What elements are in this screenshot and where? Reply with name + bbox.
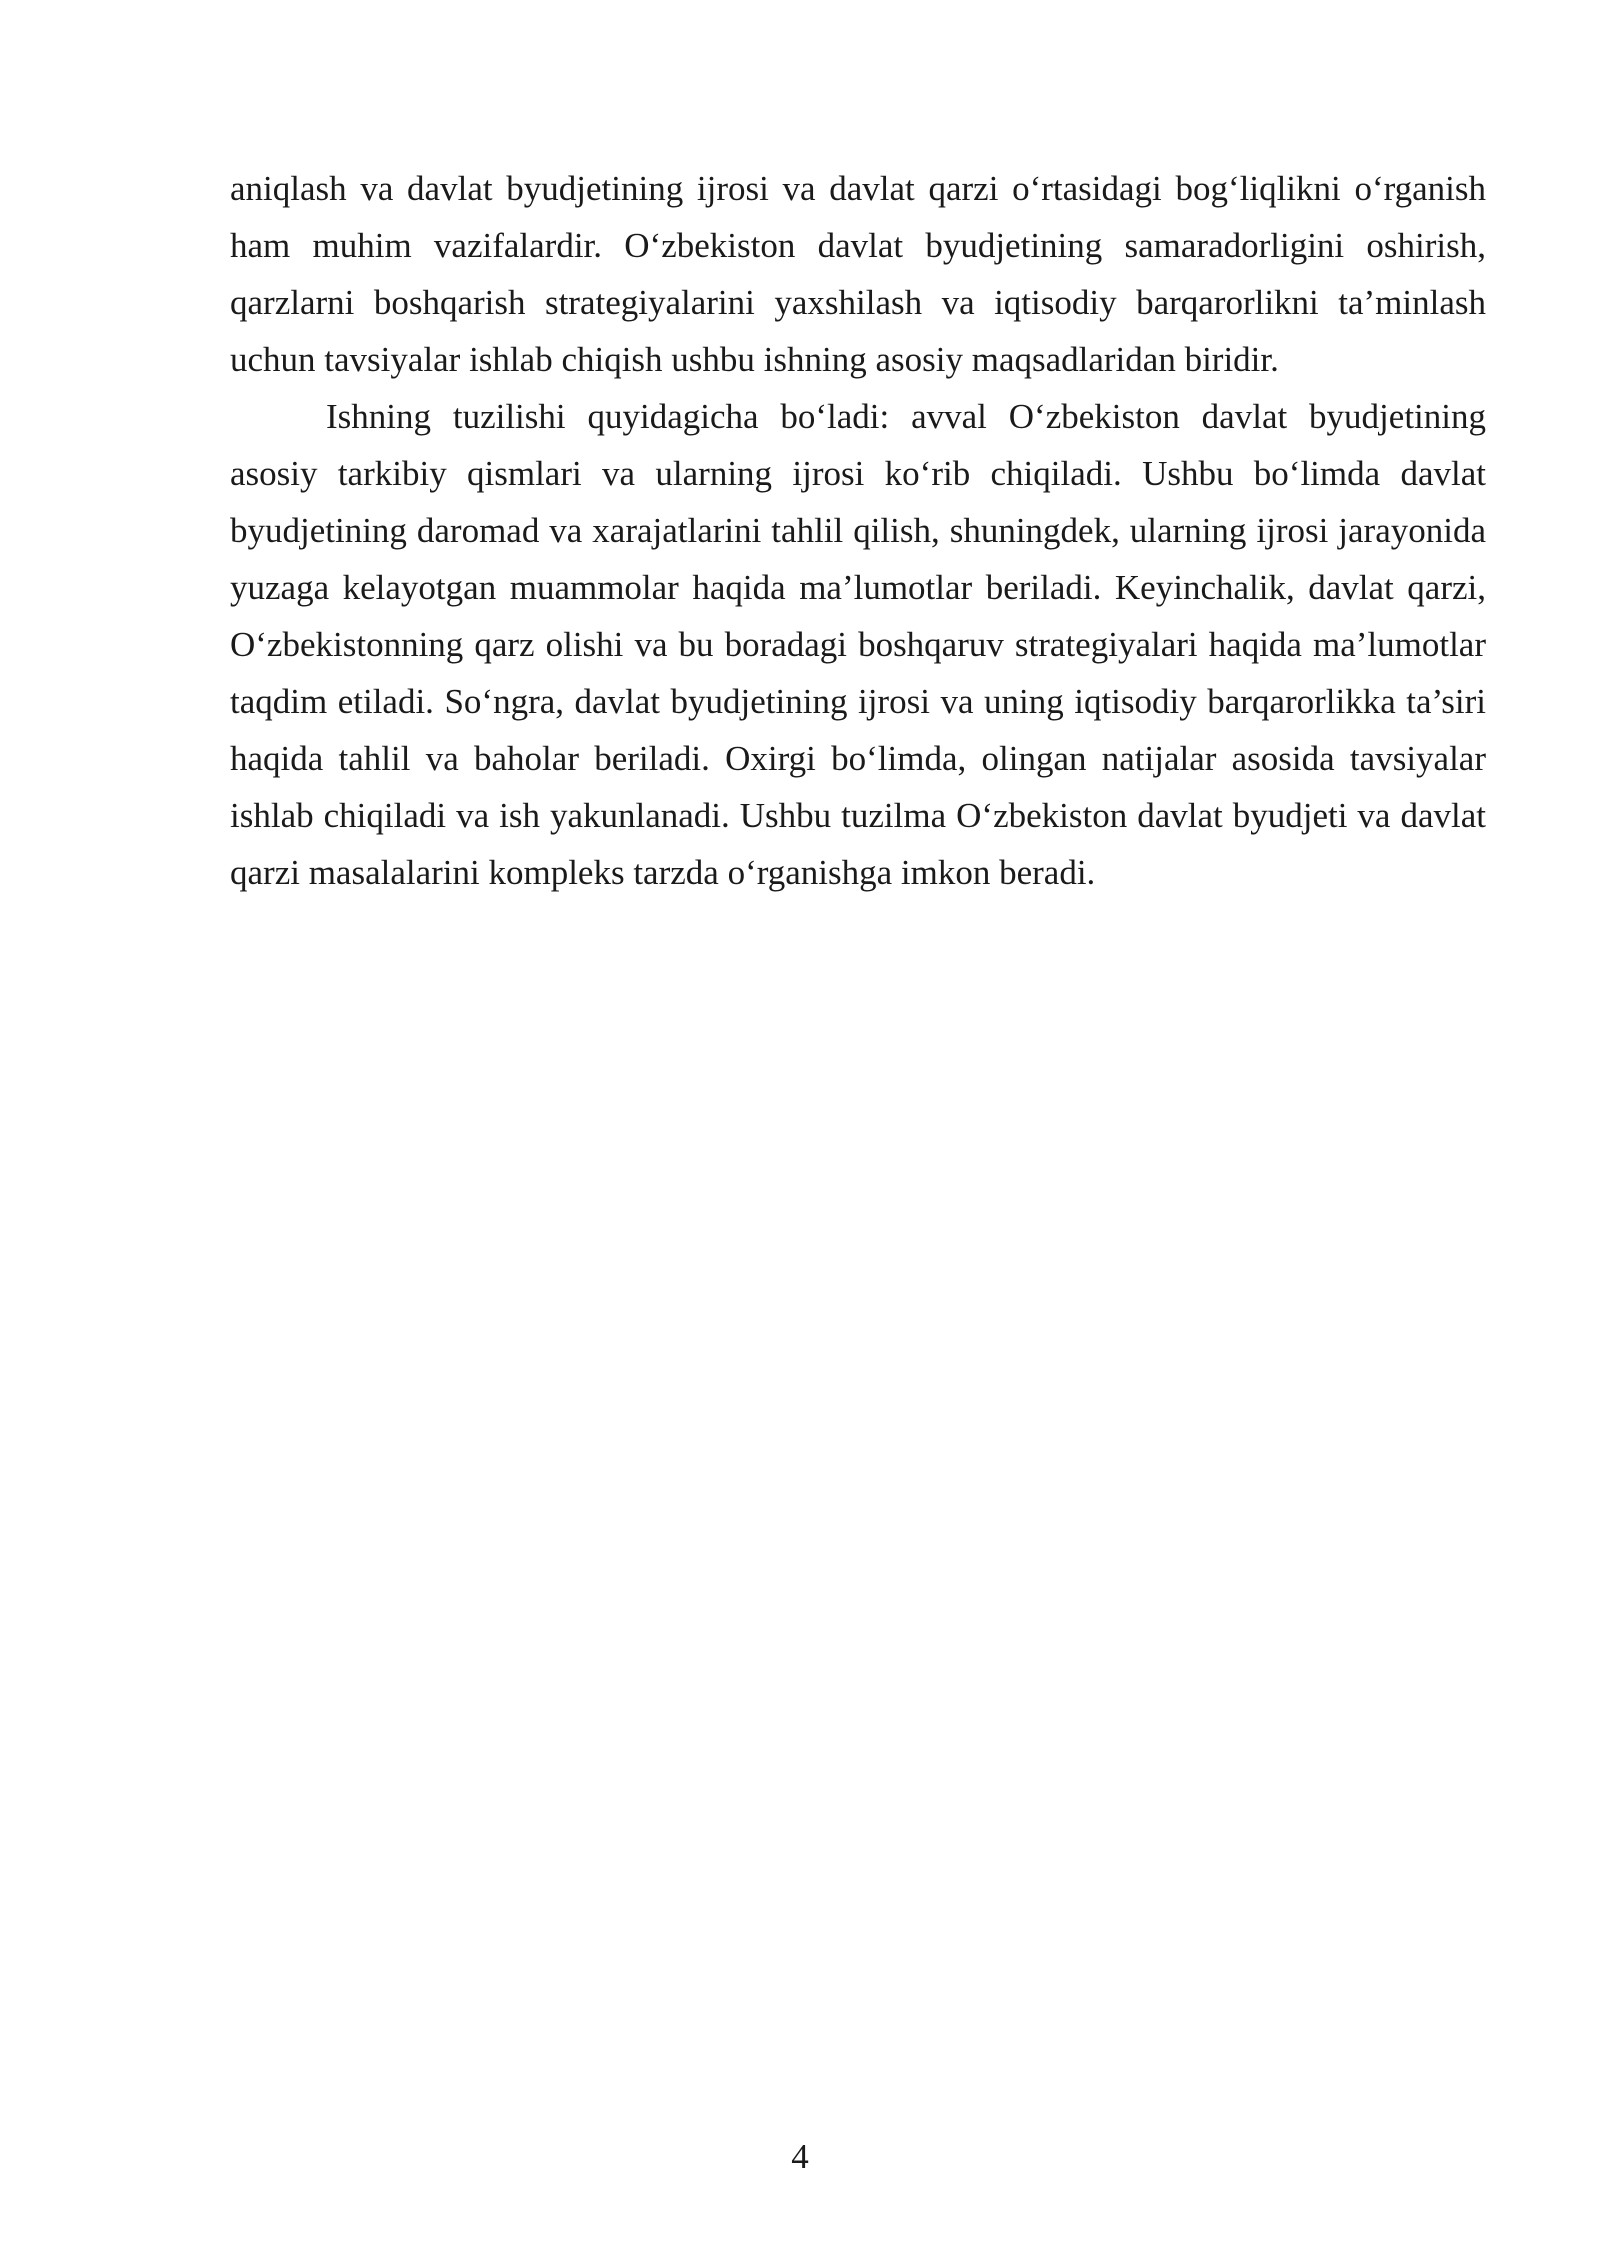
paragraph-structure: Ishning tuzilishi quyidagicha bo‘ladi: avval O‘zbekiston davlat byudjetining asosiy tarkibiy qismlari va ularning ijrosi ko‘rib chiqiladi. Ushbu bo‘limda davlat byudjetining daromad va xarajatlarini tahlil qilish, shuningdek, ularning ijrosi jarayonida yuzaga kelayotgan muammolar haqida ma’lumotlar beriladi. Keyinchalik, davlat qarzi, O‘zbekistonning qarz olishi va bu boradagi boshqaruv strategiyalari haqida ma’lumotlar taqdim etiladi. So‘ngra, davlat byudjetining ijrosi va uning iqtisodiy barqarorlikka ta’siri haqida tahlil va baholar beriladi. Oxirgi bo‘limda, olingan natijalar asosida tavsiyalar ishlab chiqiladi va ish yakunlanadi. Ushbu tuzilma O‘zbekiston davlat byudjeti va davlat qarzi masalalarini kompleks tarzda o‘rganishga imkon beradi. [230,397,1486,892]
paragraph-continuation: aniqlash va davlat byudjetining ijrosi va davlat qarzi o‘rtasidagi bog‘liqlikni o‘rganish ham muhim vazifalardir. O‘zbekiston davlat byudjetining samaradorligini oshirish, qarzlarni boshqarish strategiyalarini yaxshilash va iqtisodiy barqarorlikni ta’minlash uchun tavsiyalar ishlab chiqish ushbu ishning asosiy maqsadlaridan biridir. [230,169,1486,379]
page-number: 4 [791,2137,809,2176]
page-body [230,160,1486,901]
